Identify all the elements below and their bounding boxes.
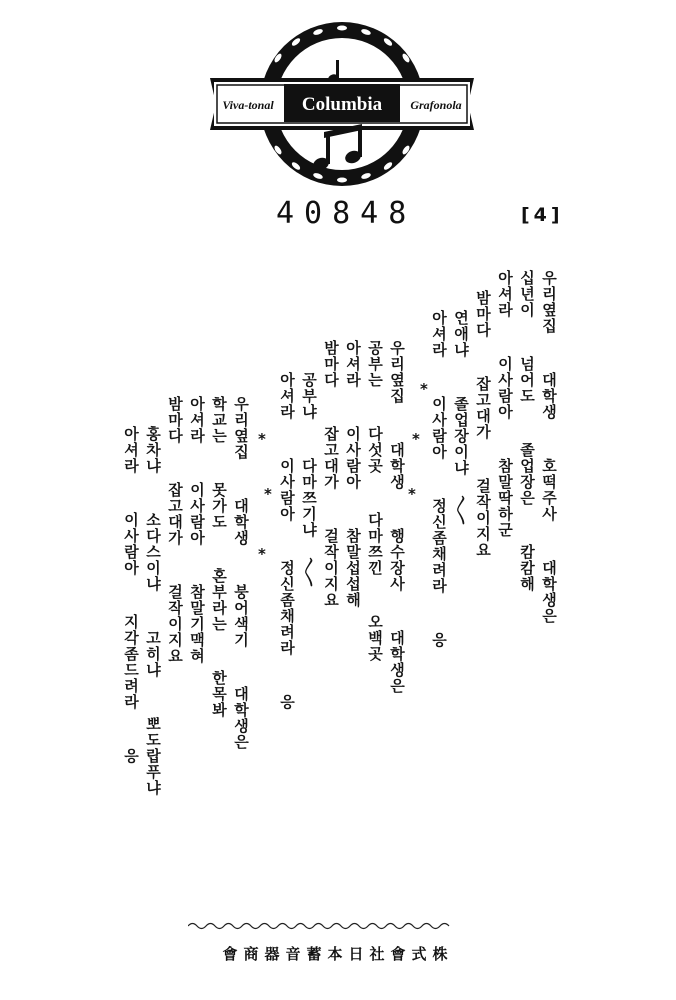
lyric-line: 우리옆집 대학생 호떡주사 대학생은 bbox=[540, 270, 558, 624]
lyric-line: 밤마다 잡고대가 걸작이지요 bbox=[166, 396, 184, 664]
separator-asterisk: * bbox=[258, 430, 266, 448]
columbia-logo bbox=[206, 14, 478, 194]
lyric-line: 연애냐 졸업장이냐 〱 bbox=[452, 310, 470, 526]
logo-left-banner-text: Viva-tonal bbox=[222, 98, 274, 112]
lyric-line: 십년이 넘어도 졸업장은 캄캄해 bbox=[518, 270, 536, 592]
lyric-line: 공부는 다섯곳 다마쯔낀 오백곳 bbox=[366, 340, 384, 662]
lyric-line: 공부냐 다마쯔기냐 〱 bbox=[300, 372, 318, 588]
side-number: [4] bbox=[521, 204, 564, 226]
separator-asterisk: * bbox=[420, 380, 428, 398]
lyric-line: 홍차냐 소다스이냐 고히냐 뽀도랍푸냐 bbox=[144, 426, 162, 796]
columbia-logo-graphic bbox=[206, 14, 478, 194]
lyric-line: 밤마다 잡고대가 걸작이지요 bbox=[474, 290, 492, 558]
lyric-line: 아셔라 이사람아 정신좀채려라 응 bbox=[278, 372, 296, 710]
lyric-line: 밤마다 잡고대가 걸작이지요 bbox=[322, 340, 340, 608]
separator-asterisk: * bbox=[412, 430, 420, 448]
company-name: 會商器音蓄本日社會式株 bbox=[222, 945, 454, 963]
lyric-line: 아셔라 이사람아 참말기맥혀 bbox=[188, 396, 206, 664]
lyric-line: 아셔라 이사람아 지각좀드려라 응 bbox=[122, 426, 140, 764]
lyric-line: 아셔라 이사람아 참말딱하군 bbox=[496, 270, 514, 538]
wavy-divider bbox=[188, 920, 450, 932]
lyric-line: 아셔라 이사람아 정신좀채려라 응 bbox=[430, 310, 448, 648]
lyric-line: 아셔라 이사람아 참말섭섭해 bbox=[344, 340, 362, 608]
lyric-line: 우리옆집 대학생 행수장사 대학생은 bbox=[388, 340, 406, 694]
separator-asterisk: * bbox=[258, 545, 266, 563]
lyric-line: 학교는 못가도 혼부라는 한목봐 bbox=[210, 396, 228, 718]
record-number: 40848 bbox=[276, 196, 417, 231]
logo-right-banner-text: Grafonola bbox=[410, 98, 462, 112]
logo-brand-text: Columbia bbox=[301, 94, 383, 115]
separator-asterisk: * bbox=[264, 485, 272, 503]
lyric-line: 우리옆집 대학생 붕어색기 대학생은 bbox=[232, 396, 250, 750]
separator-asterisk: * bbox=[408, 485, 416, 503]
